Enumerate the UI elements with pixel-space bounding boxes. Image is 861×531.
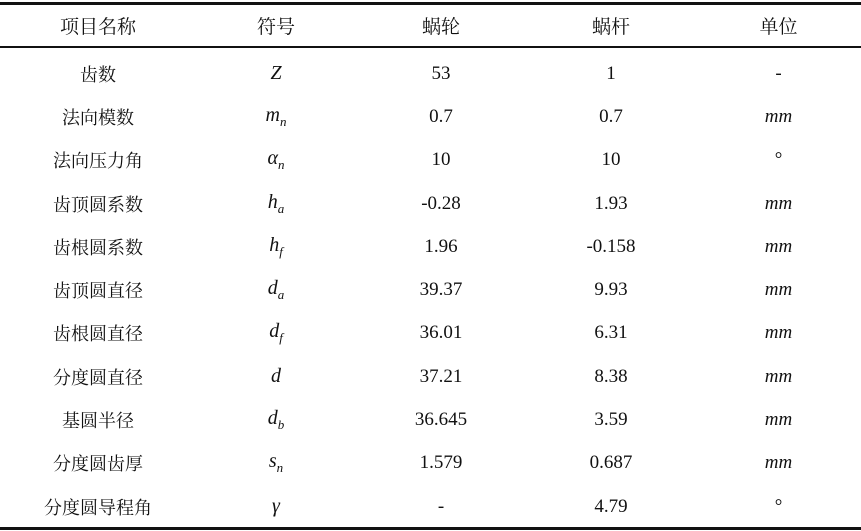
cell-symbol xyxy=(196,52,356,95)
symbol-main: α xyxy=(267,147,278,170)
cell-worm-value: -0.158 xyxy=(586,235,636,257)
cell-worm-value: 9.93 xyxy=(594,279,628,301)
cell-unit: mm xyxy=(764,279,793,301)
cell-parameter-name: 齿顶圆系数 xyxy=(53,194,143,216)
symbol-subscript: n xyxy=(279,113,287,129)
symbol-subscript: b xyxy=(277,417,285,433)
cell-parameter-name: 法向压力角 xyxy=(53,151,143,173)
cell-symbol xyxy=(196,398,356,441)
symbol-main: h xyxy=(267,190,278,213)
cell-worm-value: 1 xyxy=(606,62,616,84)
table-row xyxy=(0,139,861,182)
symbol-subscript: a xyxy=(277,200,285,216)
cell-unit: ° xyxy=(774,149,783,171)
cell-parameter-name: 齿根圆直径 xyxy=(53,324,143,346)
cell-worm-wheel-value: - xyxy=(437,495,445,517)
cell-worm-value: 4.79 xyxy=(594,495,628,517)
table-row xyxy=(0,442,861,485)
cell-worm-wheel-value: 37.21 xyxy=(419,365,463,387)
cell-unit: mm xyxy=(764,322,793,344)
cell-worm-wheel-value: 39.37 xyxy=(419,279,463,301)
table-row xyxy=(0,225,861,268)
cell-symbol xyxy=(196,485,356,528)
cell-worm-wheel-value: 1.96 xyxy=(424,235,458,257)
cell-unit: mm xyxy=(764,365,793,387)
cell-symbol xyxy=(196,355,356,398)
symbol-main: Z xyxy=(270,62,282,85)
symbol-main: h xyxy=(269,233,280,256)
symbol-main: γ xyxy=(272,495,280,518)
cell-worm-wheel-value: 10 xyxy=(431,149,451,171)
cell-worm-value: 3.59 xyxy=(594,409,628,431)
cell-parameter-name: 分度圆导程角 xyxy=(44,497,152,519)
symbol-main: d xyxy=(271,365,281,388)
symbol-main: s xyxy=(268,450,277,473)
cell-worm-value: 6.31 xyxy=(594,322,628,344)
cell-worm-wheel-value: -0.28 xyxy=(421,192,461,214)
table-row xyxy=(0,485,861,528)
header-worm: 蜗杆 xyxy=(591,16,630,38)
cell-symbol xyxy=(196,268,356,311)
cell-symbol xyxy=(196,442,356,485)
cell-worm-value: 8.38 xyxy=(594,365,628,387)
header-worm-wheel: 蜗轮 xyxy=(421,16,460,38)
cell-worm-wheel-value: 36.645 xyxy=(414,409,468,431)
cell-worm-value: 10 xyxy=(601,149,621,171)
table-row xyxy=(0,355,861,398)
cell-worm-value: 0.7 xyxy=(599,105,623,127)
table-row xyxy=(0,95,861,138)
table-body xyxy=(0,46,861,528)
table-row xyxy=(0,398,861,441)
cell-symbol xyxy=(196,225,356,268)
symbol-subscript: n xyxy=(278,157,285,173)
cell-parameter-name: 齿顶圆直径 xyxy=(53,281,143,303)
symbol-subscript: f xyxy=(279,330,283,346)
cell-worm-wheel-value: 1.579 xyxy=(419,452,463,474)
header-symbol: 符号 xyxy=(256,16,295,38)
cell-symbol xyxy=(196,95,356,138)
symbol-main: m xyxy=(265,103,280,126)
header-name: 项目名称 xyxy=(59,16,136,38)
cell-symbol xyxy=(196,139,356,182)
cell-unit: mm xyxy=(764,409,793,431)
table-header-row xyxy=(0,5,861,46)
cell-parameter-name: 齿数 xyxy=(80,64,116,86)
cell-worm-value: 1.93 xyxy=(594,192,628,214)
cell-parameter-name: 基圆半径 xyxy=(62,411,134,433)
cell-unit: mm xyxy=(764,105,793,127)
cell-unit: mm xyxy=(764,192,793,214)
table-row xyxy=(0,182,861,225)
table-row xyxy=(0,268,861,311)
table-row xyxy=(0,312,861,355)
cell-symbol xyxy=(196,182,356,225)
cell-unit: ° xyxy=(774,495,783,517)
cell-worm-value: 0.687 xyxy=(589,452,633,474)
cell-unit: mm xyxy=(764,452,793,474)
cell-unit: mm xyxy=(764,235,793,257)
cell-parameter-name: 分度圆齿厚 xyxy=(53,454,143,476)
cell-worm-wheel-value: 0.7 xyxy=(429,105,453,127)
table-row xyxy=(0,52,861,95)
symbol-subscript: n xyxy=(276,460,284,476)
cell-parameter-name: 齿根圆系数 xyxy=(53,237,143,259)
header-unit: 单位 xyxy=(759,16,798,38)
symbol-subscript: f xyxy=(279,243,283,259)
symbol-main: d xyxy=(269,320,280,343)
cell-parameter-name: 法向模数 xyxy=(62,107,134,129)
cell-worm-wheel-value: 53 xyxy=(431,62,451,84)
cell-worm-wheel-value: 36.01 xyxy=(419,322,463,344)
symbol-main: d xyxy=(267,407,278,430)
worm-gear-parameter-table xyxy=(0,5,861,528)
symbol-subscript: a xyxy=(277,287,285,303)
cell-unit: - xyxy=(775,62,782,84)
cell-symbol xyxy=(196,312,356,355)
symbol-main: d xyxy=(267,277,278,300)
cell-parameter-name: 分度圆直径 xyxy=(53,367,143,389)
